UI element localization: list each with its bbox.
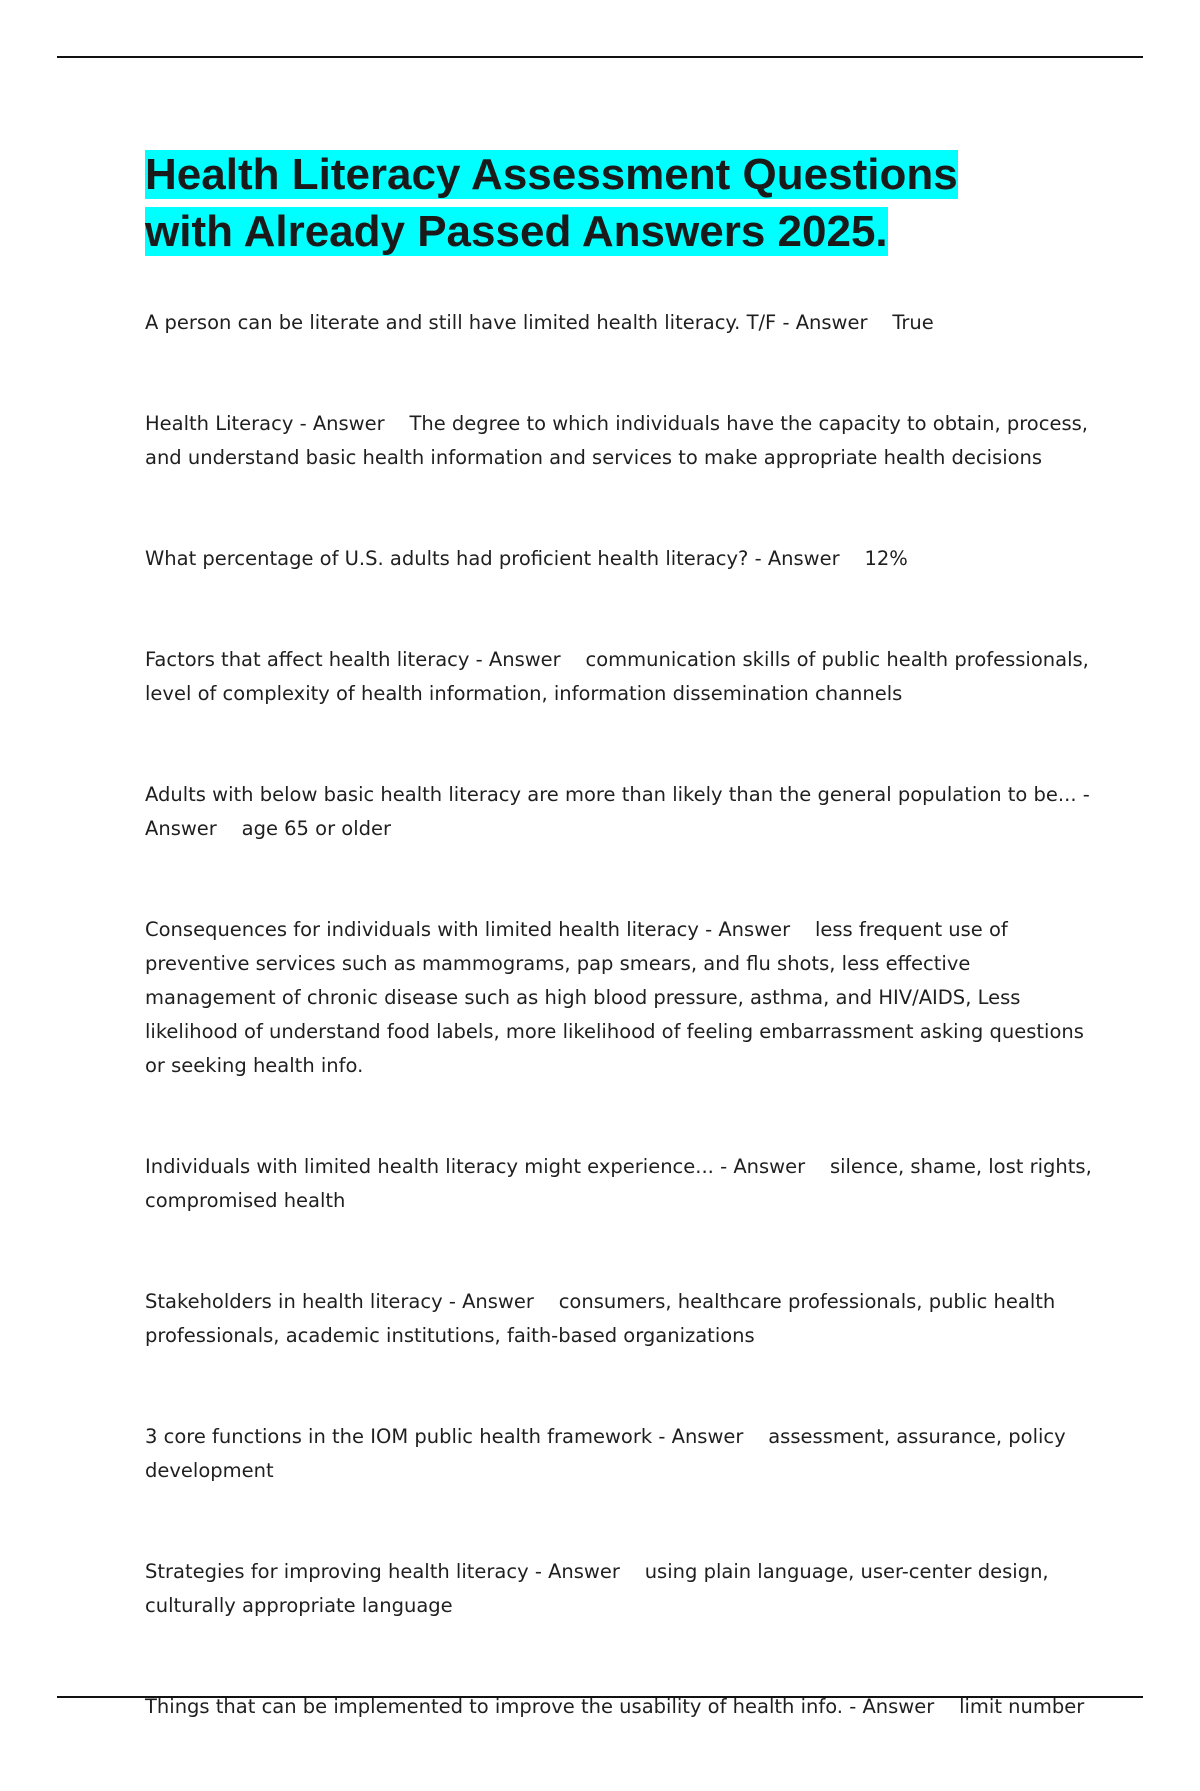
question-text: Health Literacy: [145, 412, 294, 435]
qa-item: [145, 1285, 1095, 1353]
answer-marker: - Answer: [475, 648, 561, 671]
top-divider: [57, 56, 1143, 58]
answer-marker: - Answer: [782, 311, 868, 334]
answer-text: The degree to which individuals have the capacity to obtain, process, and understand basic health information and services to make appropriate health decisions: [145, 412, 1088, 469]
question-text: A person can be literate and still have limited health literacy. T/F: [145, 311, 777, 334]
answer-text: limit number: [959, 1695, 1085, 1718]
qa-item: [145, 1420, 1095, 1488]
qa-item: [145, 407, 1095, 475]
title-line-2: with Already Passed Answers 2025.: [145, 207, 888, 256]
answer-text: less frequent use of preventive services such as mammograms, pap smears, and flu shots, less effective management of chronic disease such as high blood pressure, asthma, and HIV/AIDS, Less likelihood of understand food labels, more likelihood of feeling embarrassment asking questions or seeking health info.: [145, 918, 1084, 1077]
question-text: Consequences for individuals with limited health literacy: [145, 918, 699, 941]
answer-marker: - Answer: [534, 1560, 620, 1583]
answer-marker: - Answer: [754, 547, 840, 570]
question-text: Stakeholders in health literacy: [145, 1290, 443, 1313]
qa-item: [145, 643, 1095, 711]
qa-item: [145, 913, 1095, 1083]
qa-item: [145, 1555, 1095, 1623]
answer-marker: - Answer: [720, 1155, 806, 1178]
answer-text: silence, shame, lost rights, compromised health: [145, 1155, 1092, 1212]
bottom-divider: [57, 1696, 1143, 1698]
answer-marker: - Answer: [705, 918, 791, 941]
question-text: 3 core functions in the IOM public health framework: [145, 1425, 653, 1448]
answer-text: age 65 or older: [241, 817, 392, 840]
qa-item: [145, 778, 1095, 846]
answer-marker: - Answer: [658, 1425, 744, 1448]
answer-marker: - Answer: [299, 412, 385, 435]
qa-item: [145, 1150, 1095, 1218]
document-title: [145, 146, 1095, 260]
answer-marker: - Answer: [849, 1695, 935, 1718]
qa-item: [145, 542, 1095, 576]
answer-marker: - Answer: [448, 1290, 534, 1313]
document-body: [145, 146, 1095, 1791]
question-text: Things that can be implemented to improve the usability of health info.: [145, 1695, 844, 1718]
answer-text: using plain language, user-center design, culturally appropriate language: [145, 1560, 1049, 1617]
answer-marker: - Answer: [145, 783, 1090, 840]
question-text: Factors that affect health literacy: [145, 648, 470, 671]
qa-list: [145, 306, 1095, 1724]
answer-text: True: [892, 311, 934, 334]
question-text: What percentage of U.S. adults had proficient health literacy?: [145, 547, 749, 570]
question-text: Individuals with limited health literacy might experience...: [145, 1155, 714, 1178]
question-text: Adults with below basic health literacy are more than likely than the general population to be...: [145, 783, 1077, 806]
question-text: Strategies for improving health literacy: [145, 1560, 529, 1583]
qa-item: [145, 306, 1095, 340]
answer-text: 12%: [864, 547, 908, 570]
answer-text: consumers, healthcare professionals, public health professionals, academic institutions, faith-based organizations: [145, 1290, 1056, 1347]
answer-text: assessment, assurance, policy development: [145, 1425, 1066, 1482]
title-line-1: Health Literacy Assessment Questions: [145, 150, 958, 199]
answer-text: communication skills of public health professionals, level of complexity of health information, information dissemination channels: [145, 648, 1089, 705]
